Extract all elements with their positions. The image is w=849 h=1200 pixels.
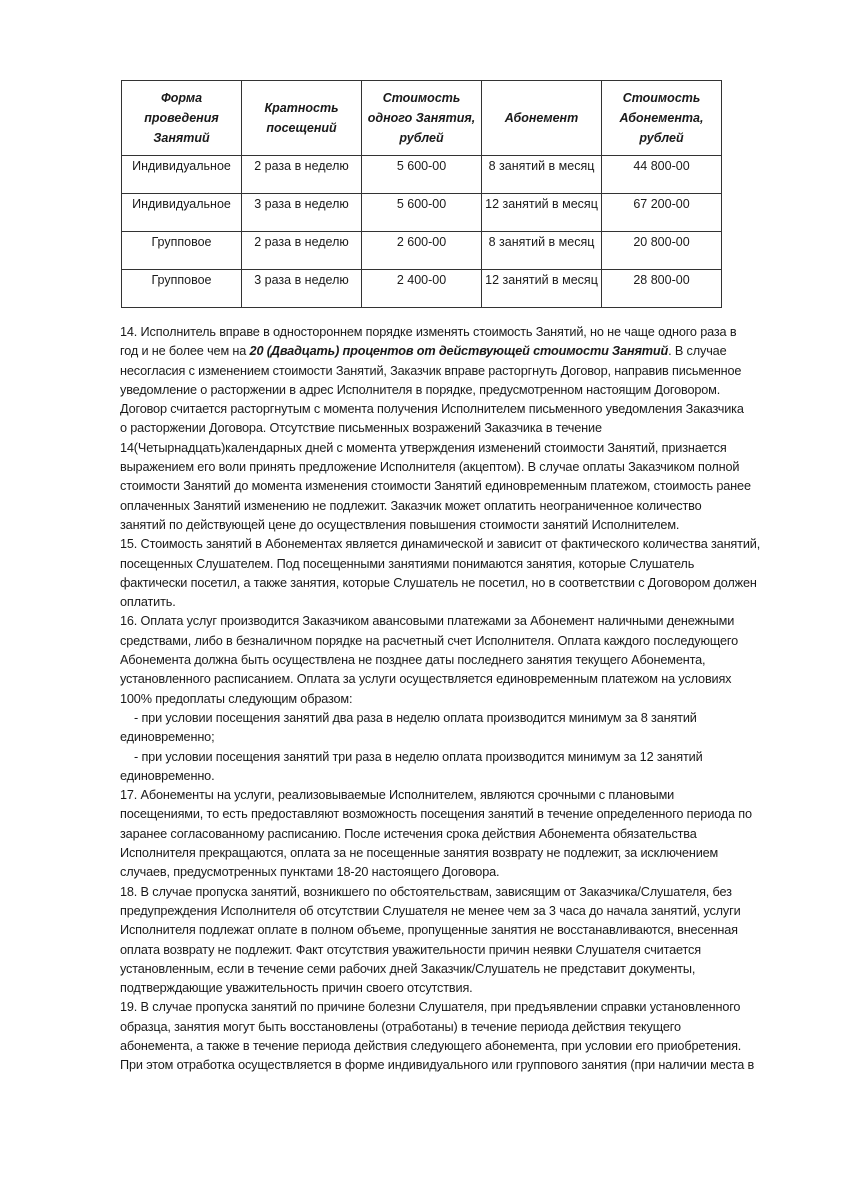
header-line: Стоимость [622,91,701,105]
text-line: Абонемента должна быть осуществлена не позднее даты последнего занятия текущего Абонемента, [120,653,706,668]
text-line: Исполнителя прекращаются, оплата за не посещенные занятия возврату не подлежит, за исключением [120,846,719,861]
text-line: заранее согласованному расписанию. После истечения срока действия Абонемента обязательства [120,826,697,841]
header-line: Стоимость [382,91,461,105]
header-subscription [482,81,602,156]
cell-frequency: 2 раза в неделю [242,156,362,194]
header-lesson-price [362,81,482,156]
clause-18 [120,883,800,999]
bullet-item: - при условии посещения занятий два раза в неделю оплата производится минимум за 8 занятий [134,710,697,725]
text-line: оплатить. [120,595,176,610]
clause-14 [120,323,800,535]
cell-subscription: 8 занятий в месяц [482,232,602,270]
text-fragment: год и не более чем на [120,344,250,359]
text-line: 15. Стоимость занятий в Абонементах является динамической и зависит от фактического количества занятий, [120,537,761,552]
header-line: рублей [399,131,444,145]
header-line: Абонемент [504,111,579,125]
text-line: 100% предоплаты следующим образом: [120,691,353,706]
cell-subscription-price: 28 800-00 [602,270,722,308]
text-line: Договор считается расторгнутым с момента получения Исполнителем письменного уведомления Заказчика [120,402,744,417]
cell-form: Индивидуальное [122,156,242,194]
price-table [121,80,722,308]
header-form [122,81,242,156]
contract-body [120,323,800,1076]
cell-form: Индивидуальное [122,194,242,232]
cell-form: Групповое [122,232,242,270]
cell-subscription: 12 занятий в месяц [482,194,602,232]
text-line: оплата возврату не подлежит. Факт отсутствия уважительности причин неявки Слушателя считается [120,942,701,957]
text-line: При этом отработка осуществляется в форме индивидуального или группового занятия (при наличии места в [120,1058,755,1073]
table-row [122,156,722,194]
text-line: уведомление о расторжении в адрес Исполнителя в порядке, предусмотренном настоящим Договором. [120,382,721,397]
cell-subscription-price: 20 800-00 [602,232,722,270]
cell-subscription: 12 занятий в месяц [482,270,602,308]
text-line: предупреждения Исполнителя об отсутствии Слушателя не менее чем за 3 часа до начала занятий, услуги [120,903,741,918]
clause-19 [120,998,800,1075]
text-line: 17. Абонементы на услуги, реализовываемые Исполнителем, являются срочными с плановыми [120,788,675,803]
text-fragment: . В случае [668,344,727,359]
header-line: проведения [144,111,219,125]
header-subscription-price [602,81,722,156]
text-line: посещениями, то есть предоставляют возможность посещения занятий в течение определенного периода по [120,807,752,822]
table-row [122,232,722,270]
cell-frequency: 3 раза в неделю [242,194,362,232]
cell-frequency: 3 раза в неделю [242,270,362,308]
cell-lesson-price: 5 600-00 [362,156,482,194]
cell-lesson-price: 2 400-00 [362,270,482,308]
text-line: занятий по действующей цене до осуществления повышения стоимости занятий Исполнителем. [120,517,680,532]
header-line: Абонемента, [619,111,704,125]
header-line: одного Занятия, [367,111,476,125]
header-line: Кратность [264,101,339,115]
text-line: 14. Исполнитель вправе в одностороннем порядке изменять стоимость Занятий, но не чаще одного раза в [120,325,737,339]
cell-subscription-price: 44 800-00 [602,156,722,194]
cell-lesson-price: 2 600-00 [362,232,482,270]
text-line: установленного расписанием. Оплата за услуги осуществляется единовременным платежом на условиях [120,672,732,687]
cell-form: Групповое [122,270,242,308]
table-row [122,270,722,308]
bullet-continuation: единовременно; [120,730,215,745]
text-line: посещенных Слушателем. Под посещенными занятиями понимаются занятия, которые Слушатель [120,556,695,571]
text-line: установленным, если в течение семи рабочих дней Заказчик/Слушатель не представит документы, [120,961,696,976]
cell-subscription-price: 67 200-00 [602,194,722,232]
text-line: Исполнителя подлежат оплате в полном объеме, пропущенные занятия не восстанавливаются, внесенная [120,923,738,938]
header-line: посещений [266,121,337,135]
clause-15 [120,535,800,612]
header-frequency [242,81,362,156]
text-line: средствами, либо в безналичном порядке на расчетный счет Исполнителя. Оплата каждого последующего [120,633,738,648]
text-line: абонемента, а также в течение периода действия следующего абонемента, при условии его приобретения. [120,1038,742,1053]
text-line: 19. В случае пропуска занятий по причине болезни Слушателя, при предъявлении справки установленного [120,1000,741,1015]
text-line: 16. Оплата услуг производится Заказчиком авансовыми платежами за Абонемент наличными денежными [120,614,735,629]
cell-subscription: 8 занятий в месяц [482,156,602,194]
text-line: подтверждающие уважительность причин своего отсутствия. [120,981,473,996]
table-header-row [122,81,722,156]
emphasis-text: 20 (Двадцать) процентов от действующей стоимости Занятий [249,344,669,359]
header-line: рублей [639,131,684,145]
text-line: несогласия с изменением стоимости Занятий, Заказчик вправе расторгнуть Договор, направив письменное [120,363,742,378]
text-line: 18. В случае пропуска занятий, возникшего по обстоятельствам, зависящим от Заказчика/Слушателя, без [120,884,732,899]
text-line: выражением его воли принять предложение Исполнителя (акцептом). В случае оплаты Заказчиком полной [120,460,740,475]
table-row [122,194,722,232]
bullet-item: - при условии посещения занятий три раза в неделю оплата производится минимум за 12 занятий [134,749,703,764]
text-line [120,342,800,361]
text-line: стоимости Занятий до момента изменения стоимости Занятий единовременным платежом, стоимость ранее [120,479,751,494]
header-line: Форма [160,91,203,105]
header-line: Занятий [153,131,210,145]
text-line: о расторжении Договора. Отсутствие письменных возражений Заказчика в течение [120,421,602,436]
clause-16 [120,612,800,786]
clause-17 [120,786,800,882]
text-line: 14(Четырнадцать)календарных дней с момента утверждения изменений стоимости Занятий, признается [120,440,727,455]
bullet-continuation: единовременно. [120,768,215,783]
text-line: фактически посетил, а также занятия, которые Слушатель не посетил, но в соответствии с Договором должен [120,575,757,590]
cell-lesson-price: 5 600-00 [362,194,482,232]
cell-frequency: 2 раза в неделю [242,232,362,270]
text-line: случаев, предусмотренных пунктами 18-20 настоящего Договора. [120,865,500,880]
text-line: оплаченных Занятий изменению не подлежит. Заказчик может оплатить неограниченное количество [120,498,702,513]
text-line: образца, занятия могут быть восстановлены (отработаны) в течение периода действия текущего [120,1019,681,1034]
